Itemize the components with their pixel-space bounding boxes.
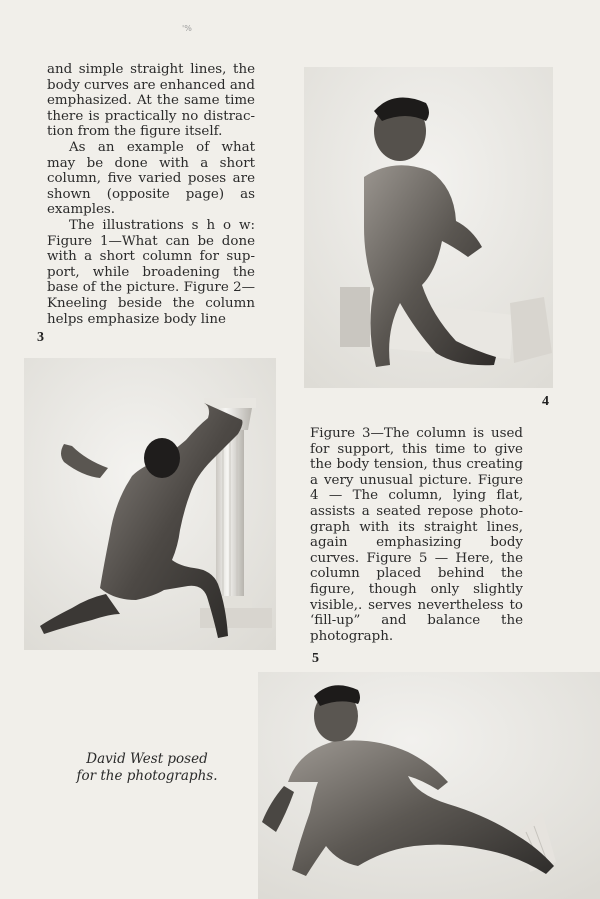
intro-text bbox=[47, 62, 255, 327]
photo-credit-line-2: for the photographs. bbox=[76, 768, 218, 784]
intro-paragraph-1: and simple straight lines, the body curves are enhanced and emphasized. At the same time there is practically no distraction from the figure itself. bbox=[47, 62, 255, 140]
photo-credit-line-1: David West posed bbox=[86, 751, 208, 767]
intro-paragraph-2: As an example of what may be done with a short column, five varied poses are shown (opposite page) as examples. bbox=[47, 139, 255, 218]
figure-3-number: 3 bbox=[37, 330, 44, 345]
intro-paragraph-3: The illustrations s h o w: Figure 1—What can be done with a short column for support, while broadening the base of the picture. Figure 2—Kneeling beside the column helps emphasize body line bbox=[47, 217, 255, 327]
description-paragraph: Figure 3—The column is used for support, this time to give the body tension, thus creating a very unusual picture. Figure 4 — The column, lying flat, assists a seated repose photograph with its straight lines, again emphasizing body curves. Figure 5 — Here, the column placed behind the figure, though only slightly visible,. serves nevertheless to ‘fill-up” and balance the photograph. bbox=[310, 426, 523, 644]
figure-3-photo bbox=[24, 358, 276, 650]
page-mark: '% bbox=[182, 24, 192, 33]
photo-credit bbox=[72, 751, 222, 785]
figure-4-photo bbox=[304, 67, 553, 388]
figure-4-number: 4 bbox=[542, 394, 549, 409]
figure-5-number: 5 bbox=[312, 651, 319, 666]
figure-5-photo bbox=[258, 672, 600, 899]
description-text bbox=[310, 426, 523, 644]
